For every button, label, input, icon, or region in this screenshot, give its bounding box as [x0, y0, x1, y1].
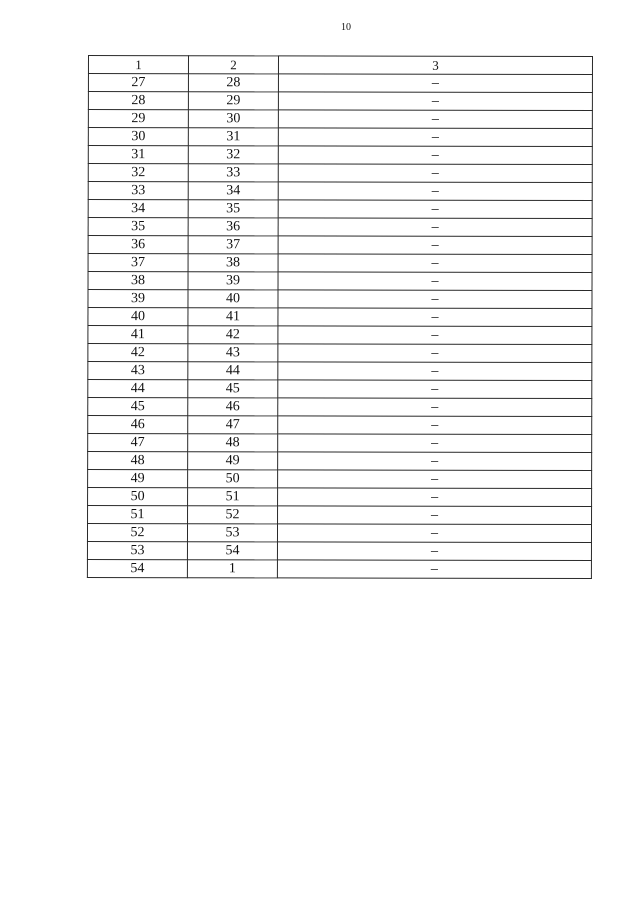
table-row	[88, 128, 592, 147]
table-row	[88, 488, 592, 507]
table-row	[88, 470, 592, 489]
table-cell-col-2: 39	[188, 272, 278, 290]
table-cell-col-3: –	[278, 182, 592, 201]
table-cell-col-3: –	[278, 164, 592, 183]
table-cell-col-1: 53	[87, 542, 187, 560]
table-row	[88, 164, 592, 183]
table-row	[88, 218, 592, 237]
table-cell-col-2: 35	[188, 200, 278, 218]
table-cell-col-1: 44	[88, 380, 188, 398]
table-row	[88, 434, 592, 453]
table-cell-col-1: 50	[88, 488, 188, 506]
table-row	[88, 506, 592, 525]
table-cell-col-1: 32	[88, 164, 188, 182]
table-cell-col-3: –	[278, 110, 592, 129]
table-cell-col-3: –	[278, 74, 592, 93]
table-cell-col-2: 45	[188, 380, 278, 398]
table-cell-col-2: 38	[188, 254, 278, 272]
table-row	[88, 380, 592, 399]
table-cell-col-1: 45	[88, 398, 188, 416]
table-row	[87, 559, 591, 578]
table-cell-col-2: 41	[188, 308, 278, 326]
table-cell-col-3: –	[278, 236, 592, 255]
table-cell-col-3: –	[277, 560, 591, 579]
table-cell-col-3: –	[278, 92, 592, 111]
table-header	[88, 56, 592, 75]
table-cell-col-1: 34	[88, 200, 188, 218]
table-row	[88, 200, 592, 219]
column-header-3: 3	[278, 56, 592, 75]
table-cell-col-1: 38	[88, 272, 188, 290]
table-cell-col-3: –	[278, 380, 592, 399]
table-cell-col-1: 48	[88, 452, 188, 470]
column-header-1: 1	[88, 56, 188, 74]
table-cell-col-2: 47	[188, 416, 278, 434]
table-cell-col-1: 52	[87, 524, 187, 542]
table-cell-col-3: –	[278, 146, 592, 165]
table-cell-col-1: 35	[88, 218, 188, 236]
table-cell-col-2: 52	[188, 506, 278, 524]
table-cell-col-3: –	[278, 326, 592, 345]
table-row	[88, 92, 592, 111]
table-cell-col-2: 46	[188, 398, 278, 416]
table-cell-col-1: 54	[87, 559, 187, 577]
table-row	[88, 308, 592, 327]
table-row	[87, 542, 591, 561]
table-row	[88, 110, 592, 129]
table-cell-col-1: 33	[88, 182, 188, 200]
table-cell-col-1: 40	[88, 308, 188, 326]
table-cell-col-2: 49	[188, 452, 278, 470]
table-cell-col-2: 37	[188, 236, 278, 254]
table-row	[87, 524, 591, 543]
table-row	[88, 398, 592, 417]
table-row	[88, 236, 592, 255]
table-cell-col-2: 48	[188, 434, 278, 452]
table-cell-col-2: 30	[188, 110, 278, 128]
table-row	[88, 74, 592, 93]
table-cell-col-3: –	[278, 290, 592, 309]
page-number: 10	[341, 22, 351, 33]
table-cell-col-2: 54	[187, 542, 277, 560]
table-cell-col-2: 28	[188, 74, 278, 92]
table-row	[88, 416, 592, 435]
table-cell-col-1: 47	[88, 434, 188, 452]
table-cell-col-2: 33	[188, 164, 278, 182]
table-cell-col-3: –	[278, 308, 592, 327]
table-row	[88, 182, 592, 201]
table-cell-col-2: 51	[188, 488, 278, 506]
table-cell-col-1: 49	[88, 470, 188, 488]
table-row	[88, 254, 592, 273]
table-row	[88, 290, 592, 309]
table-cell-col-3: –	[278, 398, 592, 417]
table-cell-col-2: 42	[188, 326, 278, 344]
table-cell-col-1: 28	[88, 92, 188, 110]
table-cell-col-2: 1	[187, 560, 277, 578]
table-row	[88, 452, 592, 471]
table-cell-col-3: –	[278, 344, 592, 363]
table-row	[88, 272, 592, 291]
table-cell-col-2: 40	[188, 290, 278, 308]
table-cell-col-3: –	[278, 416, 592, 435]
table-cell-col-3: –	[278, 488, 592, 507]
table-cell-col-3: –	[277, 524, 591, 543]
table-cell-col-1: 36	[88, 236, 188, 254]
table-cell-col-1: 42	[88, 344, 188, 362]
table-cell-col-3: –	[278, 272, 592, 291]
table-cell-col-3: –	[278, 128, 592, 147]
table-cell-col-2: 36	[188, 218, 278, 236]
table-cell-col-1: 37	[88, 254, 188, 272]
table-cell-col-1: 41	[88, 326, 188, 344]
table-cell-col-3: –	[278, 506, 592, 525]
table-cell-col-2: 34	[188, 182, 278, 200]
table-cell-col-2: 44	[188, 362, 278, 380]
table-cell-col-3: –	[278, 452, 592, 471]
table-row	[88, 146, 592, 165]
table-cell-col-2: 43	[188, 344, 278, 362]
table-cell-col-1: 29	[88, 110, 188, 128]
table-cell-col-3: –	[278, 434, 592, 453]
column-header-2: 2	[188, 56, 278, 74]
table-cell-col-1: 51	[88, 506, 188, 524]
table-cell-col-3: –	[278, 218, 592, 237]
table-header-row	[88, 56, 592, 75]
table-cell-col-2: 53	[187, 524, 277, 542]
table-cell-col-1: 46	[88, 416, 188, 434]
table-cell-col-1: 30	[88, 128, 188, 146]
table-cell-col-3: –	[278, 470, 592, 489]
table-row	[88, 326, 592, 345]
table-cell-col-2: 29	[188, 92, 278, 110]
table-cell-col-2: 50	[188, 470, 278, 488]
table-cell-col-2: 31	[188, 128, 278, 146]
table-cell-col-3: –	[278, 200, 592, 219]
table-cell-col-1: 39	[88, 290, 188, 308]
table-cell-col-3: –	[278, 254, 592, 273]
table-cell-col-1: 31	[88, 146, 188, 164]
table-row	[88, 362, 592, 381]
table-body	[87, 74, 592, 579]
table-cell-col-3: –	[278, 362, 592, 381]
table-cell-col-1: 27	[88, 74, 188, 92]
table-cell-col-1: 43	[88, 362, 188, 380]
data-table	[87, 55, 593, 579]
table-row	[88, 344, 592, 363]
table-cell-col-3: –	[277, 542, 591, 561]
table-cell-col-2: 32	[188, 146, 278, 164]
